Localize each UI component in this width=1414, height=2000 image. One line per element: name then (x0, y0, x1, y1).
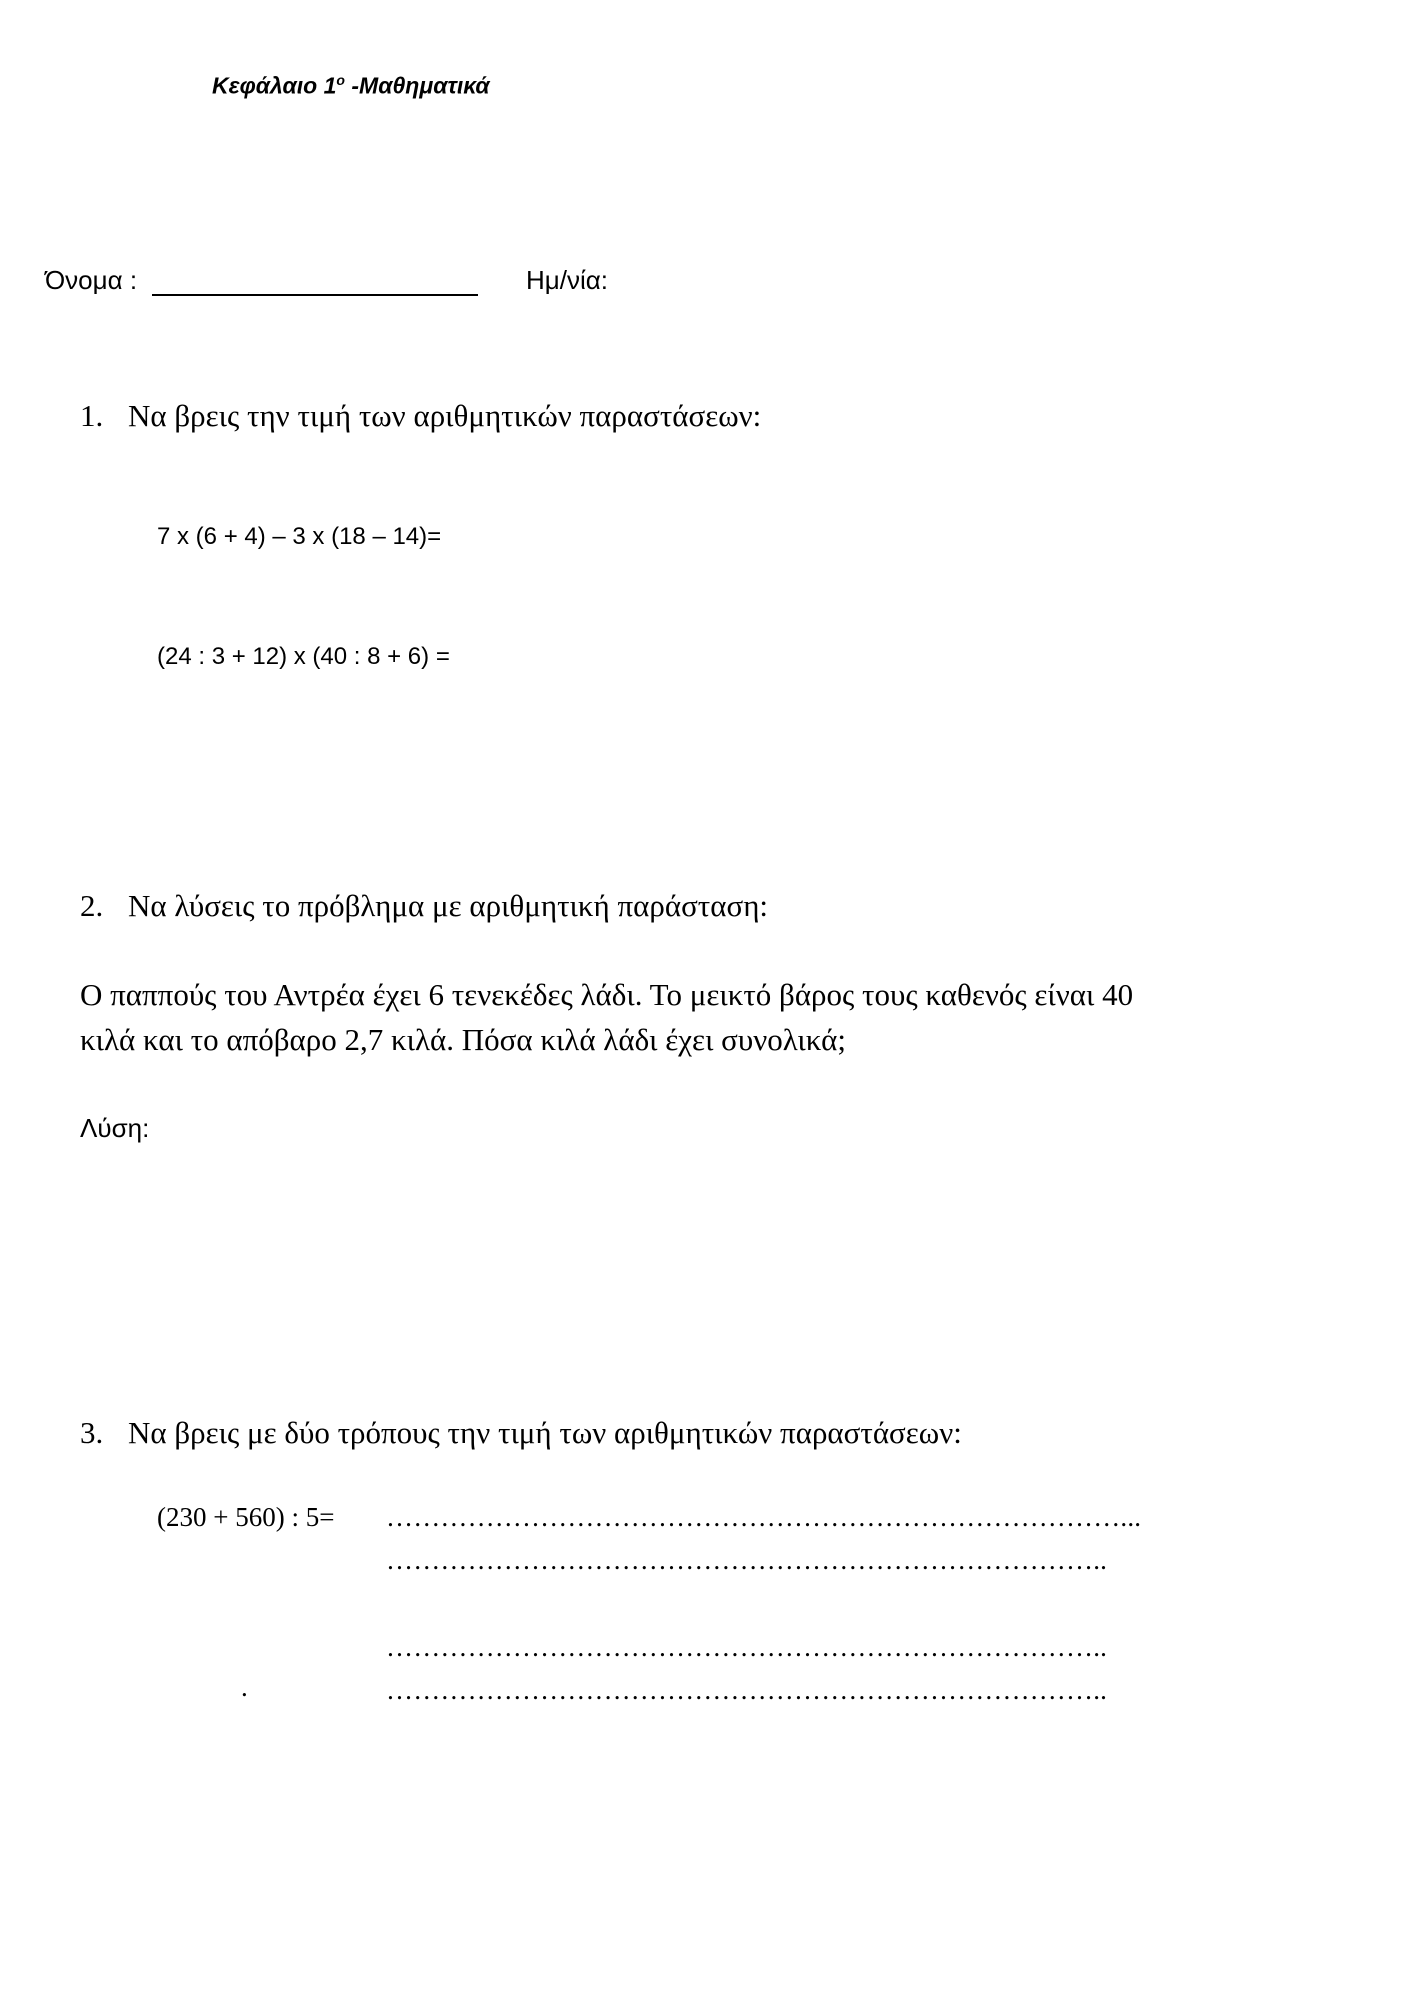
date-label: Ημ/νία: (526, 265, 609, 295)
chapter-title (212, 72, 490, 100)
question-2-solution-label: Λύση: (80, 1113, 150, 1143)
answer-line-3[interactable]: …………………………………………………………………….. (386, 1632, 1108, 1662)
subject-label: -Μαθηματικά (344, 72, 490, 99)
question-1-expression-1: 7 x (6 + 4) – 3 x (18 – 14)= (157, 523, 442, 550)
answer-line-1[interactable]: ………………………………………………………………………... (386, 1502, 1142, 1532)
question-1-expression-2: (24 : 3 + 12) x (40 : 8 + 6) = (157, 643, 450, 670)
question-1-text: Να βρεις την τιμή των αριθμητικών παραστάσεων: (128, 398, 762, 433)
chapter-label: Κεφάλαιο 1 (212, 72, 337, 99)
name-field-line[interactable] (152, 294, 478, 296)
question-2-problem-line-2: κιλά και το απόβαρο 2,7 κιλά. Πόσα κιλά λάδι έχει συνολικά; (80, 1022, 846, 1057)
stray-mark: . (241, 1672, 248, 1702)
question-2-text: Να λύσεις το πρόβλημα με αριθμητική παράσταση: (128, 888, 769, 923)
question-2-number: 2. (80, 888, 104, 923)
question-3-number: 3. (80, 1415, 104, 1450)
question-3-text: Να βρεις με δύο τρόπους την τιμή των αριθμητικών παραστάσεων: (128, 1415, 962, 1450)
question-3-expression: (230 + 560) : 5= (157, 1502, 335, 1532)
answer-line-2[interactable]: …………………………………………………………………….. (386, 1545, 1108, 1575)
answer-line-4[interactable]: …………………………………………………………………….. (386, 1675, 1108, 1705)
name-label: Όνομα : (45, 265, 138, 295)
question-2-problem-line-1: Ο παππούς του Αντρέα έχει 6 τενεκέδες λάδι. Το μεικτό βάρος τους καθενός είναι 40 (80, 977, 1134, 1012)
chapter-superscript: ο (336, 72, 345, 88)
question-1-number: 1. (80, 398, 104, 433)
